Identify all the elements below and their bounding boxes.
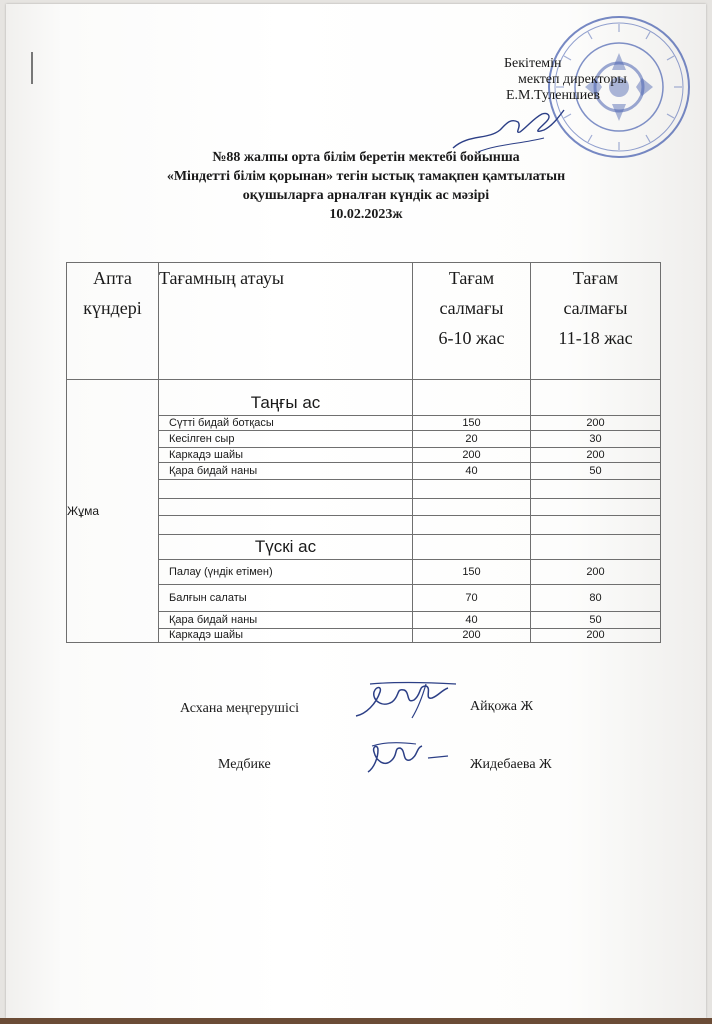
header-dish-name: Тағамның атауы [159,263,413,380]
cook-label: Асхана меңгерушісі [180,701,299,716]
cook-name: Айқожа Ж [470,699,533,714]
dish-name: Каркадэ шайы [159,629,413,643]
weight-11-18: 50 [531,612,661,629]
dish-name: Палау (үндік етімен) [159,560,413,585]
header-week-days-line1: Апта [93,268,132,288]
header-weight-6-10-line1: Тағам [448,268,495,288]
menu-table [66,262,661,643]
weight-11-18: 200 [531,629,661,643]
weight-11-18: 200 [531,416,661,431]
weight-6-10: 20 [413,431,531,448]
header-weight-6-10 [413,263,531,380]
header-weight-11-18 [531,263,661,380]
heading-date: 10.02.2023ж [329,207,403,222]
weight-11-18: 30 [531,431,661,448]
table-header-row [67,263,661,380]
breakfast-title: Таңғы ас [159,380,413,416]
day-cell: Жұма [67,380,159,643]
dish-name: Каркадэ шайы [159,448,413,463]
header-week-days-line2: күндері [83,298,142,318]
heading-line2: «Міндетті білім қорынан» тегін ыстық тамақпен қамтылатын [166,169,566,184]
header-weight-6-10-line2: салмағы [439,298,504,318]
weight-6-10: 150 [413,560,531,585]
heading-line3: оқушыларға арналған күндік ас мәзірі [242,188,490,203]
weight-6-10: 200 [413,448,531,463]
weight-11-18: 200 [531,560,661,585]
dish-name: Қара бидай наны [159,463,413,480]
weight-6-10: 40 [413,463,531,480]
document-heading [116,148,616,224]
header-weight-11-18-line2: салмағы [563,298,628,318]
weight-6-10: 150 [413,416,531,431]
dish-name: Сүтті бидай ботқасы [159,416,413,431]
nurse-name: Жидебаева Ж [470,757,552,772]
breakfast-section-row [67,380,661,416]
weight-11-18: 50 [531,463,661,480]
cook-signature [352,678,462,722]
edge-mark [31,52,37,84]
heading-line1: №88 жалпы орта білім беретін мектебі бойынша [212,150,520,165]
header-week-days [67,263,159,380]
weight-6-10: 40 [413,612,531,629]
header-weight-6-10-line3: 6-10 жас [438,328,505,348]
approval-line1: Бекітемін [504,56,562,71]
weight-11-18: 200 [531,448,661,463]
table-surface-edge [0,1018,712,1024]
weight-11-18: 80 [531,585,661,612]
lunch-title: Түскі ас [159,535,413,560]
dish-name: Балғын салаты [159,585,413,612]
header-weight-11-18-line1: Тағам [572,268,619,288]
nurse-signature [364,738,454,778]
approval-director-name: Е.М.Туленшиев [506,88,601,103]
approval-line2: мектеп директоры [518,72,627,87]
director-signature [448,104,568,154]
header-weight-11-18-line3: 11-18 жас [558,328,633,348]
dish-name: Кесілген сыр [159,431,413,448]
weight-6-10: 70 [413,585,531,612]
approval-block [504,56,627,104]
weight-6-10: 200 [413,629,531,643]
dish-name: Қара бидай наны [159,612,413,629]
nurse-label: Медбике [218,757,271,772]
